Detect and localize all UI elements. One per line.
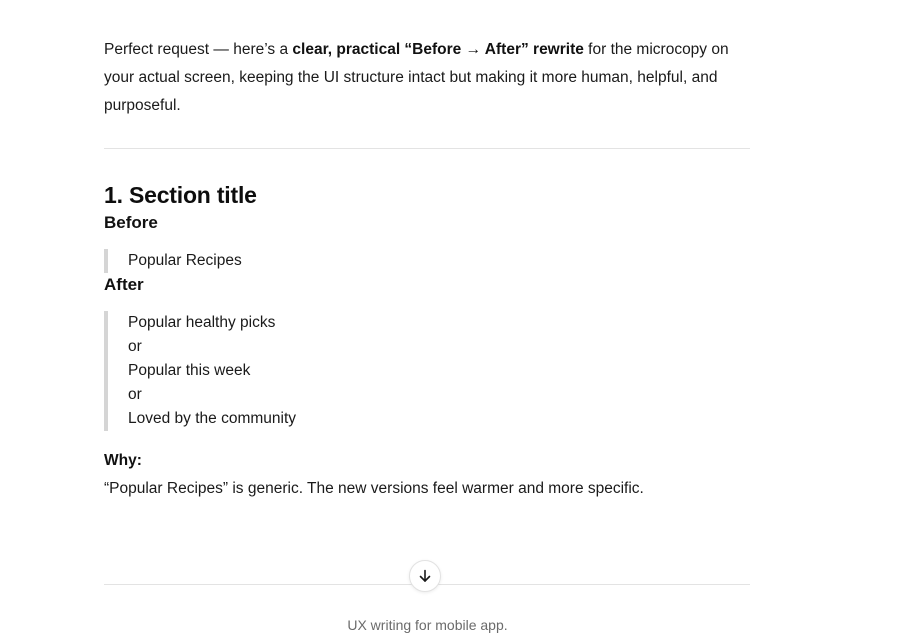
before-quote (104, 249, 750, 273)
arrow-down-icon (417, 568, 433, 584)
after-line: Loved by the community (128, 410, 297, 427)
section-title: 1. Section title (104, 182, 257, 208)
after-line: or (128, 338, 142, 355)
scroll-to-bottom-button[interactable] (409, 560, 441, 592)
divider-top (104, 148, 750, 149)
after-line: Popular healthy picks (128, 314, 276, 331)
after-label: After (104, 275, 144, 294)
intro-prefix: Perfect request — here’s a (104, 41, 293, 58)
caption: UX writing for mobile app. (347, 617, 508, 633)
after-quote (104, 311, 750, 431)
why-text: “Popular Recipes” is generic. The new versions feel warmer and more specific. (104, 480, 644, 497)
why-label: Why: (104, 452, 142, 469)
before-text: Popular Recipes (128, 252, 242, 269)
after-line: or (128, 386, 142, 403)
intro-suffix: for the microcopy on your actual screen, keeping the UI structure intact but making it more human, helpful, and purposeful. (104, 41, 729, 114)
intro-paragraph (104, 36, 750, 120)
before-label: Before (104, 213, 158, 232)
message-content (104, 0, 750, 501)
after-line: Popular this week (128, 362, 251, 379)
intro-bold: clear, practical “Before → After” rewrite (292, 41, 584, 58)
